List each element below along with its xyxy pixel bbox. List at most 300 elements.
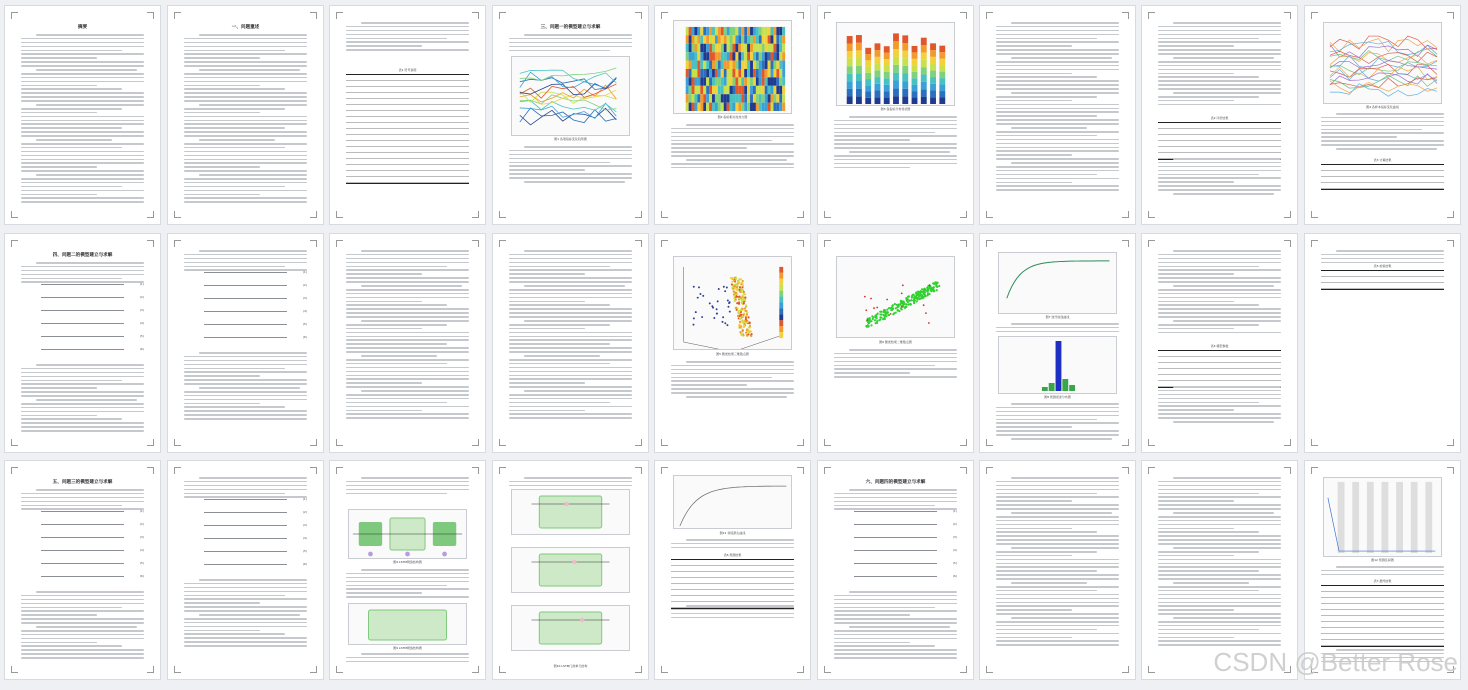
text-line	[1158, 76, 1259, 78]
heatmap-cell	[776, 69, 779, 77]
text-line	[199, 104, 307, 106]
scatter-point	[727, 306, 729, 308]
heatmap-cell	[762, 44, 765, 52]
equation	[844, 535, 957, 541]
crop-mark	[960, 666, 967, 673]
text-line	[346, 49, 469, 51]
heatmap-cell	[771, 69, 774, 77]
text-line	[199, 34, 307, 36]
heatmap-cell	[686, 35, 689, 43]
scatter-point	[741, 291, 743, 293]
text-line	[1158, 551, 1259, 553]
scatter-point	[912, 294, 914, 296]
bar-segment	[902, 58, 908, 66]
data-table	[671, 559, 794, 609]
scatter-point	[743, 324, 745, 326]
text-line	[996, 53, 1119, 55]
text-line	[21, 151, 144, 153]
crop-mark	[11, 240, 18, 247]
convergence-chart	[998, 252, 1117, 314]
text-line	[346, 592, 422, 594]
equation-number: (6)	[302, 562, 307, 566]
text-line	[36, 626, 137, 628]
text-line	[834, 595, 957, 597]
bar-segment	[884, 91, 890, 97]
heatmap-cell	[782, 94, 785, 102]
text-line	[834, 653, 957, 655]
text-line	[184, 38, 307, 40]
crop-mark	[174, 12, 181, 19]
equation-body	[204, 337, 286, 338]
text-line	[1173, 386, 1281, 388]
bar-segment	[884, 53, 890, 59]
scatter-point	[923, 290, 925, 292]
heatmap-cell	[771, 52, 774, 60]
crop-mark	[336, 211, 343, 218]
text-line	[21, 57, 97, 59]
text-line	[1158, 308, 1281, 310]
text-line	[834, 372, 910, 374]
heatmap-cell	[686, 69, 689, 77]
bar-segment	[856, 50, 862, 58]
heatmap-cell	[750, 61, 753, 69]
crop-mark	[336, 467, 343, 474]
heatmap-cell	[694, 52, 697, 60]
crop-mark	[11, 211, 18, 218]
text-line	[1321, 144, 1444, 146]
interval-band	[1352, 482, 1359, 553]
text-line	[1158, 289, 1281, 291]
crop-mark	[960, 240, 967, 247]
heatmap-cell	[741, 77, 744, 85]
text-line	[184, 598, 307, 600]
heatmap-cell	[703, 52, 706, 60]
heatmap-cell	[712, 52, 715, 60]
heatmap-cell	[738, 27, 741, 35]
heatmap-cell	[738, 77, 741, 85]
heatmap-cell	[718, 61, 721, 69]
scatter-point	[739, 318, 741, 320]
text-line	[509, 293, 632, 295]
equation-number: (5)	[952, 561, 957, 565]
crop-mark	[1284, 211, 1291, 218]
page-heading: 三、问题一的模型建立与求解	[540, 25, 601, 30]
text-line	[1158, 644, 1281, 646]
heatmap-cell	[697, 77, 700, 85]
crop-mark	[661, 666, 668, 673]
text-line	[184, 485, 307, 487]
text-line	[996, 524, 1119, 526]
text-line	[346, 367, 469, 369]
data-table	[1321, 585, 1444, 647]
heatmap-cell	[747, 103, 750, 111]
text-line	[1173, 22, 1281, 24]
heatmap-cell	[727, 77, 730, 85]
heatmap-cell	[750, 103, 753, 111]
text-line	[184, 100, 307, 102]
text-line	[184, 151, 307, 153]
heatmap-cell	[765, 94, 768, 102]
scatter-point	[741, 301, 743, 303]
scatter-point	[920, 296, 922, 298]
crop-mark	[1122, 439, 1129, 446]
text-block	[21, 364, 144, 434]
crop-mark	[986, 211, 993, 218]
heatmap-cell	[709, 44, 712, 52]
text-block	[346, 22, 469, 53]
bar-segment	[939, 46, 945, 52]
heatmap-cell	[753, 69, 756, 77]
bar-segment	[921, 38, 927, 45]
bar-segment	[921, 89, 927, 96]
text-line	[671, 365, 794, 367]
heatmap-cell	[700, 86, 703, 94]
text-line	[1158, 38, 1259, 40]
scatter-point	[726, 286, 728, 288]
text-line	[996, 150, 1119, 152]
document-page	[330, 234, 485, 452]
scatter-point	[740, 282, 742, 284]
text-line	[509, 301, 585, 303]
text-line	[21, 53, 144, 55]
text-line	[184, 77, 307, 79]
text-line	[996, 535, 1119, 537]
crop-mark	[174, 240, 181, 247]
figure-caption: 图5 聚类结果三维散点图	[716, 352, 749, 356]
text-line	[21, 634, 144, 636]
heatmap-cell	[692, 52, 695, 60]
heatmap-cell	[709, 77, 712, 85]
text-line	[1158, 73, 1234, 75]
scatter-point	[897, 309, 899, 311]
text-line	[1158, 629, 1259, 631]
bar-segment	[893, 57, 899, 65]
heatmap-cell	[768, 27, 771, 35]
text-line	[996, 30, 1119, 32]
bar-segment	[893, 80, 899, 88]
heatmap-cell	[724, 103, 727, 111]
document-page	[655, 234, 810, 452]
loss-chart	[673, 475, 792, 529]
text-line	[346, 41, 469, 43]
scatter-point	[910, 304, 912, 306]
text-line	[346, 573, 469, 575]
text-line	[996, 574, 1119, 576]
scatter-point	[731, 281, 733, 283]
text-line	[509, 382, 585, 384]
text-line	[834, 128, 957, 130]
text-line	[346, 410, 422, 412]
text-line	[21, 383, 144, 385]
text-line	[671, 613, 794, 615]
scatter-point	[735, 278, 737, 280]
bar-segment	[930, 50, 936, 57]
scatter-point	[928, 287, 930, 289]
text-line	[834, 493, 957, 495]
document-page	[1142, 234, 1297, 452]
text-line	[21, 278, 122, 280]
equation	[194, 497, 307, 503]
bar-segment	[930, 77, 936, 84]
text-line	[21, 266, 144, 268]
crop-mark	[310, 12, 317, 19]
interval-chart	[1323, 477, 1442, 557]
heatmap-cell	[733, 44, 736, 52]
text-block	[671, 124, 794, 171]
figure-caption: 图3 各指标分布柱状图	[880, 107, 911, 111]
bar-segment	[856, 58, 862, 66]
convergence-chart-svg	[999, 253, 1116, 313]
text-line	[1158, 100, 1234, 102]
text-line	[21, 415, 97, 417]
text-line	[1158, 500, 1234, 502]
equation	[194, 322, 307, 328]
text-line	[509, 339, 632, 341]
text-line	[1158, 262, 1281, 264]
document-page	[818, 6, 973, 224]
heatmap-cell	[744, 103, 747, 111]
heatmap-cell	[727, 27, 730, 35]
heatmap-cell	[759, 86, 762, 94]
scatter-point	[722, 321, 724, 323]
bar-segment	[865, 92, 871, 98]
text-line	[996, 637, 1072, 639]
lstm-diagram	[348, 509, 467, 559]
heatmap-cell	[686, 94, 689, 102]
page-heading: 一、问题重述	[231, 25, 260, 30]
text-line	[184, 403, 260, 405]
heatmap-cell	[706, 86, 709, 94]
crop-mark	[960, 211, 967, 218]
heatmap-cell	[782, 69, 785, 77]
scatter-point	[889, 307, 891, 309]
heatmap-cell	[712, 61, 715, 69]
lstm-cell-block	[539, 496, 601, 528]
text-line	[686, 396, 787, 398]
text-line	[36, 399, 137, 401]
crop-mark	[1447, 439, 1454, 446]
text-line	[184, 57, 260, 59]
text-line	[1158, 481, 1281, 483]
bar-segment	[856, 66, 862, 74]
text-line	[21, 65, 144, 67]
heatmap-cell	[762, 103, 765, 111]
heatmap-cell	[703, 103, 706, 111]
line-chart	[511, 56, 630, 136]
equation-body	[41, 349, 123, 350]
scatter-point	[738, 310, 740, 312]
text-line	[996, 80, 1119, 82]
text-line	[834, 638, 957, 640]
text-line	[184, 379, 307, 381]
heatmap-cell	[724, 86, 727, 94]
text-line	[21, 607, 122, 609]
text-line	[996, 485, 1119, 487]
equation	[844, 561, 957, 567]
heatmap-cell	[753, 94, 756, 102]
heatmap-cell	[692, 94, 695, 102]
heatmap-cell	[768, 52, 771, 60]
heatmap-cell	[733, 69, 736, 77]
text-line	[996, 158, 1119, 160]
heatmap-cell	[697, 86, 700, 94]
scatter-point	[709, 302, 711, 304]
crop-mark	[960, 467, 967, 474]
text-line	[36, 364, 144, 366]
heatmap-cell	[686, 103, 689, 111]
text-line	[199, 174, 307, 176]
text-line	[21, 610, 144, 612]
text-line	[1158, 30, 1281, 32]
bar-segment	[893, 49, 899, 57]
scatter-point	[901, 305, 903, 307]
text-line	[346, 328, 422, 330]
heatmap-cell	[694, 27, 697, 35]
scatter-point	[717, 300, 719, 302]
text-line	[1158, 598, 1281, 600]
text-line	[184, 262, 307, 264]
bar-segment	[893, 73, 899, 81]
heatmap-cell	[744, 86, 747, 94]
text-line	[996, 76, 1097, 78]
scatter-point	[747, 333, 749, 335]
text-line	[834, 167, 910, 169]
text-line	[21, 426, 144, 428]
crop-mark	[797, 467, 804, 474]
scatter-point	[742, 284, 744, 286]
text-line	[1158, 590, 1259, 592]
equation	[31, 282, 144, 288]
crop-mark	[174, 439, 181, 446]
lstm-gate-diagram-svg	[512, 490, 629, 534]
scatter-point	[901, 292, 903, 294]
text-line	[1158, 398, 1281, 400]
heatmap-cell	[762, 52, 765, 60]
bar-segment	[912, 72, 918, 78]
scatter-point	[750, 335, 752, 337]
text-line	[509, 150, 632, 152]
text-line	[21, 50, 122, 52]
heatmap-cell	[779, 61, 782, 69]
scatter-point	[867, 324, 869, 326]
scatter-point	[886, 299, 888, 301]
text-line	[184, 418, 307, 420]
text-line	[36, 174, 144, 176]
heatmap-cell	[738, 61, 741, 69]
text-line	[346, 363, 447, 365]
equation-body	[204, 551, 286, 552]
scatter-point	[722, 316, 724, 318]
text-line	[996, 563, 1119, 565]
colorbar-cell	[779, 326, 783, 332]
text-line	[346, 661, 469, 663]
text-line	[849, 116, 957, 118]
text-line	[361, 569, 469, 571]
text-block	[671, 361, 794, 400]
scatter-point	[731, 286, 733, 288]
text-line	[1158, 390, 1281, 392]
text-line	[184, 587, 307, 589]
bar-segment	[875, 64, 881, 71]
text-line	[996, 555, 1072, 557]
text-line	[1158, 266, 1259, 268]
scatter-point	[894, 303, 896, 305]
equation	[844, 548, 957, 554]
scatter-point	[744, 320, 746, 322]
text-line	[834, 618, 957, 620]
text-line	[1321, 121, 1444, 123]
text-line	[996, 34, 1119, 36]
scatter-point	[932, 290, 934, 292]
heatmap-cell	[703, 69, 706, 77]
heatmap-cell	[709, 86, 712, 94]
text-line	[671, 132, 794, 134]
document-page	[1305, 6, 1460, 224]
text-line	[671, 167, 794, 169]
text-line	[1158, 485, 1281, 487]
scatter-point	[879, 311, 881, 313]
text-block	[996, 323, 1119, 335]
text-line	[199, 139, 275, 141]
table-row	[1321, 283, 1444, 289]
document-page	[818, 234, 973, 452]
crop-mark	[824, 439, 831, 446]
crop-mark	[472, 467, 479, 474]
heatmap-cell	[721, 35, 724, 43]
text-line	[996, 131, 1119, 133]
text-line	[21, 505, 122, 507]
figure-caption: 图7 迭代收敛曲线	[1045, 315, 1070, 319]
equation	[31, 574, 144, 580]
text-line	[346, 254, 469, 256]
scatter-point	[900, 300, 902, 302]
scatter-point	[724, 290, 726, 292]
scatter-point	[917, 293, 919, 295]
heatmap-cell	[694, 77, 697, 85]
equation-body	[41, 524, 123, 525]
text-line	[21, 42, 144, 44]
text-line	[346, 301, 422, 303]
scatter-point	[733, 298, 735, 300]
text-line	[671, 384, 747, 386]
bar-segment	[912, 78, 918, 84]
heatmap-cell	[730, 61, 733, 69]
text-line	[21, 642, 97, 644]
text-line	[1321, 574, 1444, 576]
scatter-point	[930, 290, 932, 292]
bar-segment	[912, 91, 918, 97]
text-line	[509, 269, 632, 271]
text-line	[996, 174, 1097, 176]
text-line	[524, 390, 632, 392]
text-line	[996, 108, 1119, 110]
text-line	[21, 645, 122, 647]
scatter-point	[741, 308, 743, 310]
text-line	[849, 591, 957, 593]
heatmap-cell	[776, 94, 779, 102]
text-line	[996, 419, 1097, 421]
crop-mark	[1122, 240, 1129, 247]
scatter-point	[693, 317, 695, 319]
crop-mark	[824, 240, 831, 247]
heatmap-cell	[765, 35, 768, 43]
scatter-point	[872, 316, 874, 318]
text-line	[509, 277, 632, 279]
text-line	[346, 577, 469, 579]
heatmap-cell	[706, 52, 709, 60]
colorbar-cell	[779, 297, 783, 303]
text-line	[21, 170, 144, 172]
